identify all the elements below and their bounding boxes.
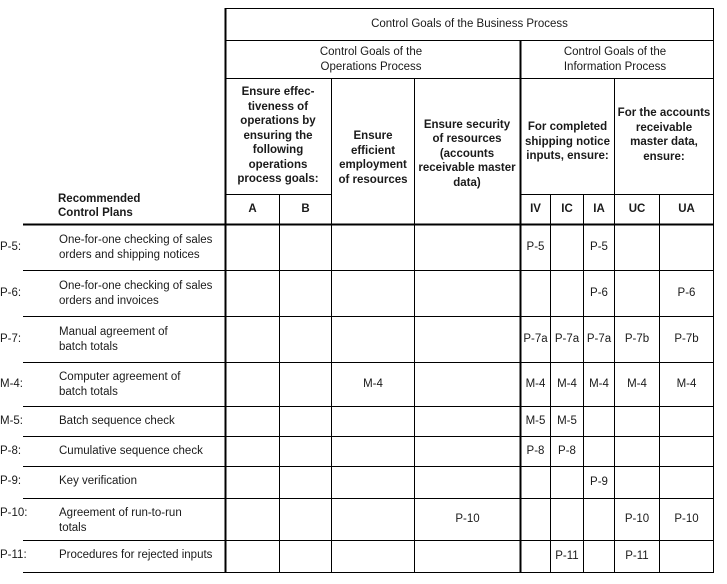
cell-IC: P-11: [555, 550, 579, 563]
row-plan-description: Manual agreement of batch totals: [59, 326, 168, 353]
cell-IA: [584, 499, 614, 540]
cell-IA: [584, 437, 614, 466]
row-plan-id: P-8:: [0, 445, 22, 458]
cell-IV: P-5: [526, 241, 545, 254]
cell-IC: [551, 467, 583, 498]
cell-UC: [615, 467, 659, 498]
row-plan-description: Computer agreement of batch totals: [59, 371, 181, 398]
table-row: [0, 363, 714, 406]
table-row: [0, 407, 714, 436]
col-header-IC: IC: [561, 203, 573, 216]
header-ar-master-data: For the accounts receivable master data, ensure:: [617, 107, 711, 163]
cell-efficiency: [332, 225, 414, 270]
cell-security: [415, 407, 520, 436]
cell-UA: [660, 225, 713, 270]
cell-IC: [551, 499, 583, 540]
col-header-UA: UA: [678, 203, 695, 216]
row-plan-description: Key verification: [59, 475, 137, 488]
cell-security: [415, 271, 520, 316]
row-plan-id: P-11:: [0, 549, 27, 562]
header-effectiveness: Ensure effec-tiveness of operations by ensuring the following operations process goals:: [237, 86, 319, 186]
cell-security: [415, 541, 520, 572]
header-shipping-inputs: For completed shipping notice inputs, ensure:: [525, 121, 610, 163]
row-plan-description: One-for-one checking of sales orders and shipping notices: [59, 234, 213, 261]
cell-IV: P-8: [526, 445, 545, 458]
cell-security: [415, 437, 520, 466]
cell-IA: [584, 541, 614, 572]
table-row: [0, 467, 714, 498]
col-header-IA: IA: [593, 203, 605, 216]
cell-UC: [615, 407, 659, 436]
cell-UC: M-4: [627, 378, 647, 391]
cell-IC: P-7a: [554, 333, 580, 346]
cell-efficiency: M-4: [363, 378, 383, 391]
cell-security: [415, 363, 520, 406]
cell-UC: P-7b: [624, 333, 650, 346]
cell-IV: M-5: [525, 415, 546, 428]
table-row: [0, 225, 714, 270]
col-header-IV: IV: [530, 203, 541, 216]
cell-UA: P-10: [674, 513, 699, 526]
cell-IA: P-9: [590, 476, 608, 489]
cell-IV: [521, 499, 550, 540]
header-business-process: Control Goals of the Business Process: [371, 18, 568, 31]
cell-IC: [551, 225, 583, 270]
cell-IV: [521, 467, 550, 498]
cell-UA: [660, 541, 713, 572]
cell-UC: [615, 225, 659, 270]
cell-UC: [615, 437, 659, 466]
header-security: Ensure security of resources (accounts receivable master data): [418, 118, 516, 189]
row-plan-id: P-7:: [0, 333, 22, 346]
row-plan-description: One-for-one checking of sales orders and invoices: [59, 280, 213, 307]
cell-IC: [551, 271, 583, 316]
row-plan-id: M-4:: [0, 378, 23, 391]
cell-efficiency: [332, 541, 414, 572]
row-plan-id: M-5:: [0, 415, 23, 428]
cell-IC: M-5: [557, 415, 577, 428]
cell-UC: P-10: [624, 513, 650, 526]
table-row: [0, 499, 714, 540]
cell-security: [415, 467, 520, 498]
table-row: [0, 317, 714, 362]
cell-UA: P-6: [677, 287, 696, 300]
cell-UA: M-4: [676, 378, 697, 391]
cell-UA: [660, 437, 713, 466]
cell-efficiency: [332, 467, 414, 498]
header-operations-process: Control Goals of the Operations Process: [319, 46, 423, 73]
row-plan-description: Procedures for rejected inputs: [59, 549, 213, 562]
cell-security: [415, 225, 520, 270]
row-plan-id: P-9:: [0, 475, 22, 488]
cell-UA: [660, 467, 713, 498]
cell-IV: [521, 271, 550, 316]
cell-UC: P-11: [625, 550, 649, 563]
cell-efficiency: [332, 437, 414, 466]
cell-efficiency: [332, 499, 414, 540]
cell-efficiency: [332, 271, 414, 316]
header-information-process: Control Goals of the Information Process: [563, 46, 667, 73]
cell-IV: P-7a: [523, 333, 548, 346]
cell-UA: [660, 407, 713, 436]
cell-UA: P-7b: [674, 333, 699, 346]
table-row: [0, 437, 714, 466]
cell-IA: [584, 407, 614, 436]
cell-IV: M-4: [525, 378, 546, 391]
row-plan-description: Cumulative sequence check: [59, 445, 203, 458]
row-plan-id: P-6:: [0, 287, 22, 300]
row-plan-description: Agreement of run-to-run totals: [59, 507, 182, 534]
cell-IA: P-6: [590, 287, 608, 300]
cell-UC: [615, 271, 659, 316]
cell-security: P-10: [455, 513, 480, 526]
header-recommended-plans: Recommended Control Plans: [58, 192, 141, 219]
col-header-UC: UC: [628, 203, 646, 216]
row-plan-description: Batch sequence check: [59, 415, 175, 428]
table-row: [0, 271, 714, 316]
cell-IC: M-4: [557, 378, 577, 391]
row-plan-id: P-5:: [0, 241, 22, 254]
cell-IC: P-8: [558, 445, 576, 458]
cell-IA: P-7a: [586, 333, 612, 346]
cell-IV: [521, 541, 550, 572]
cell-security: [415, 317, 520, 362]
cell-IA: M-4: [589, 378, 609, 391]
col-header-A: A: [248, 203, 257, 216]
table-row: [0, 541, 714, 572]
cell-IA: P-5: [590, 241, 608, 254]
col-header-B: B: [301, 203, 310, 216]
cell-efficiency: [332, 317, 414, 362]
header-efficiency: Ensure efficient employment of resources: [338, 130, 408, 186]
row-plan-id: P-10:: [0, 507, 28, 520]
cell-efficiency: [332, 407, 414, 436]
